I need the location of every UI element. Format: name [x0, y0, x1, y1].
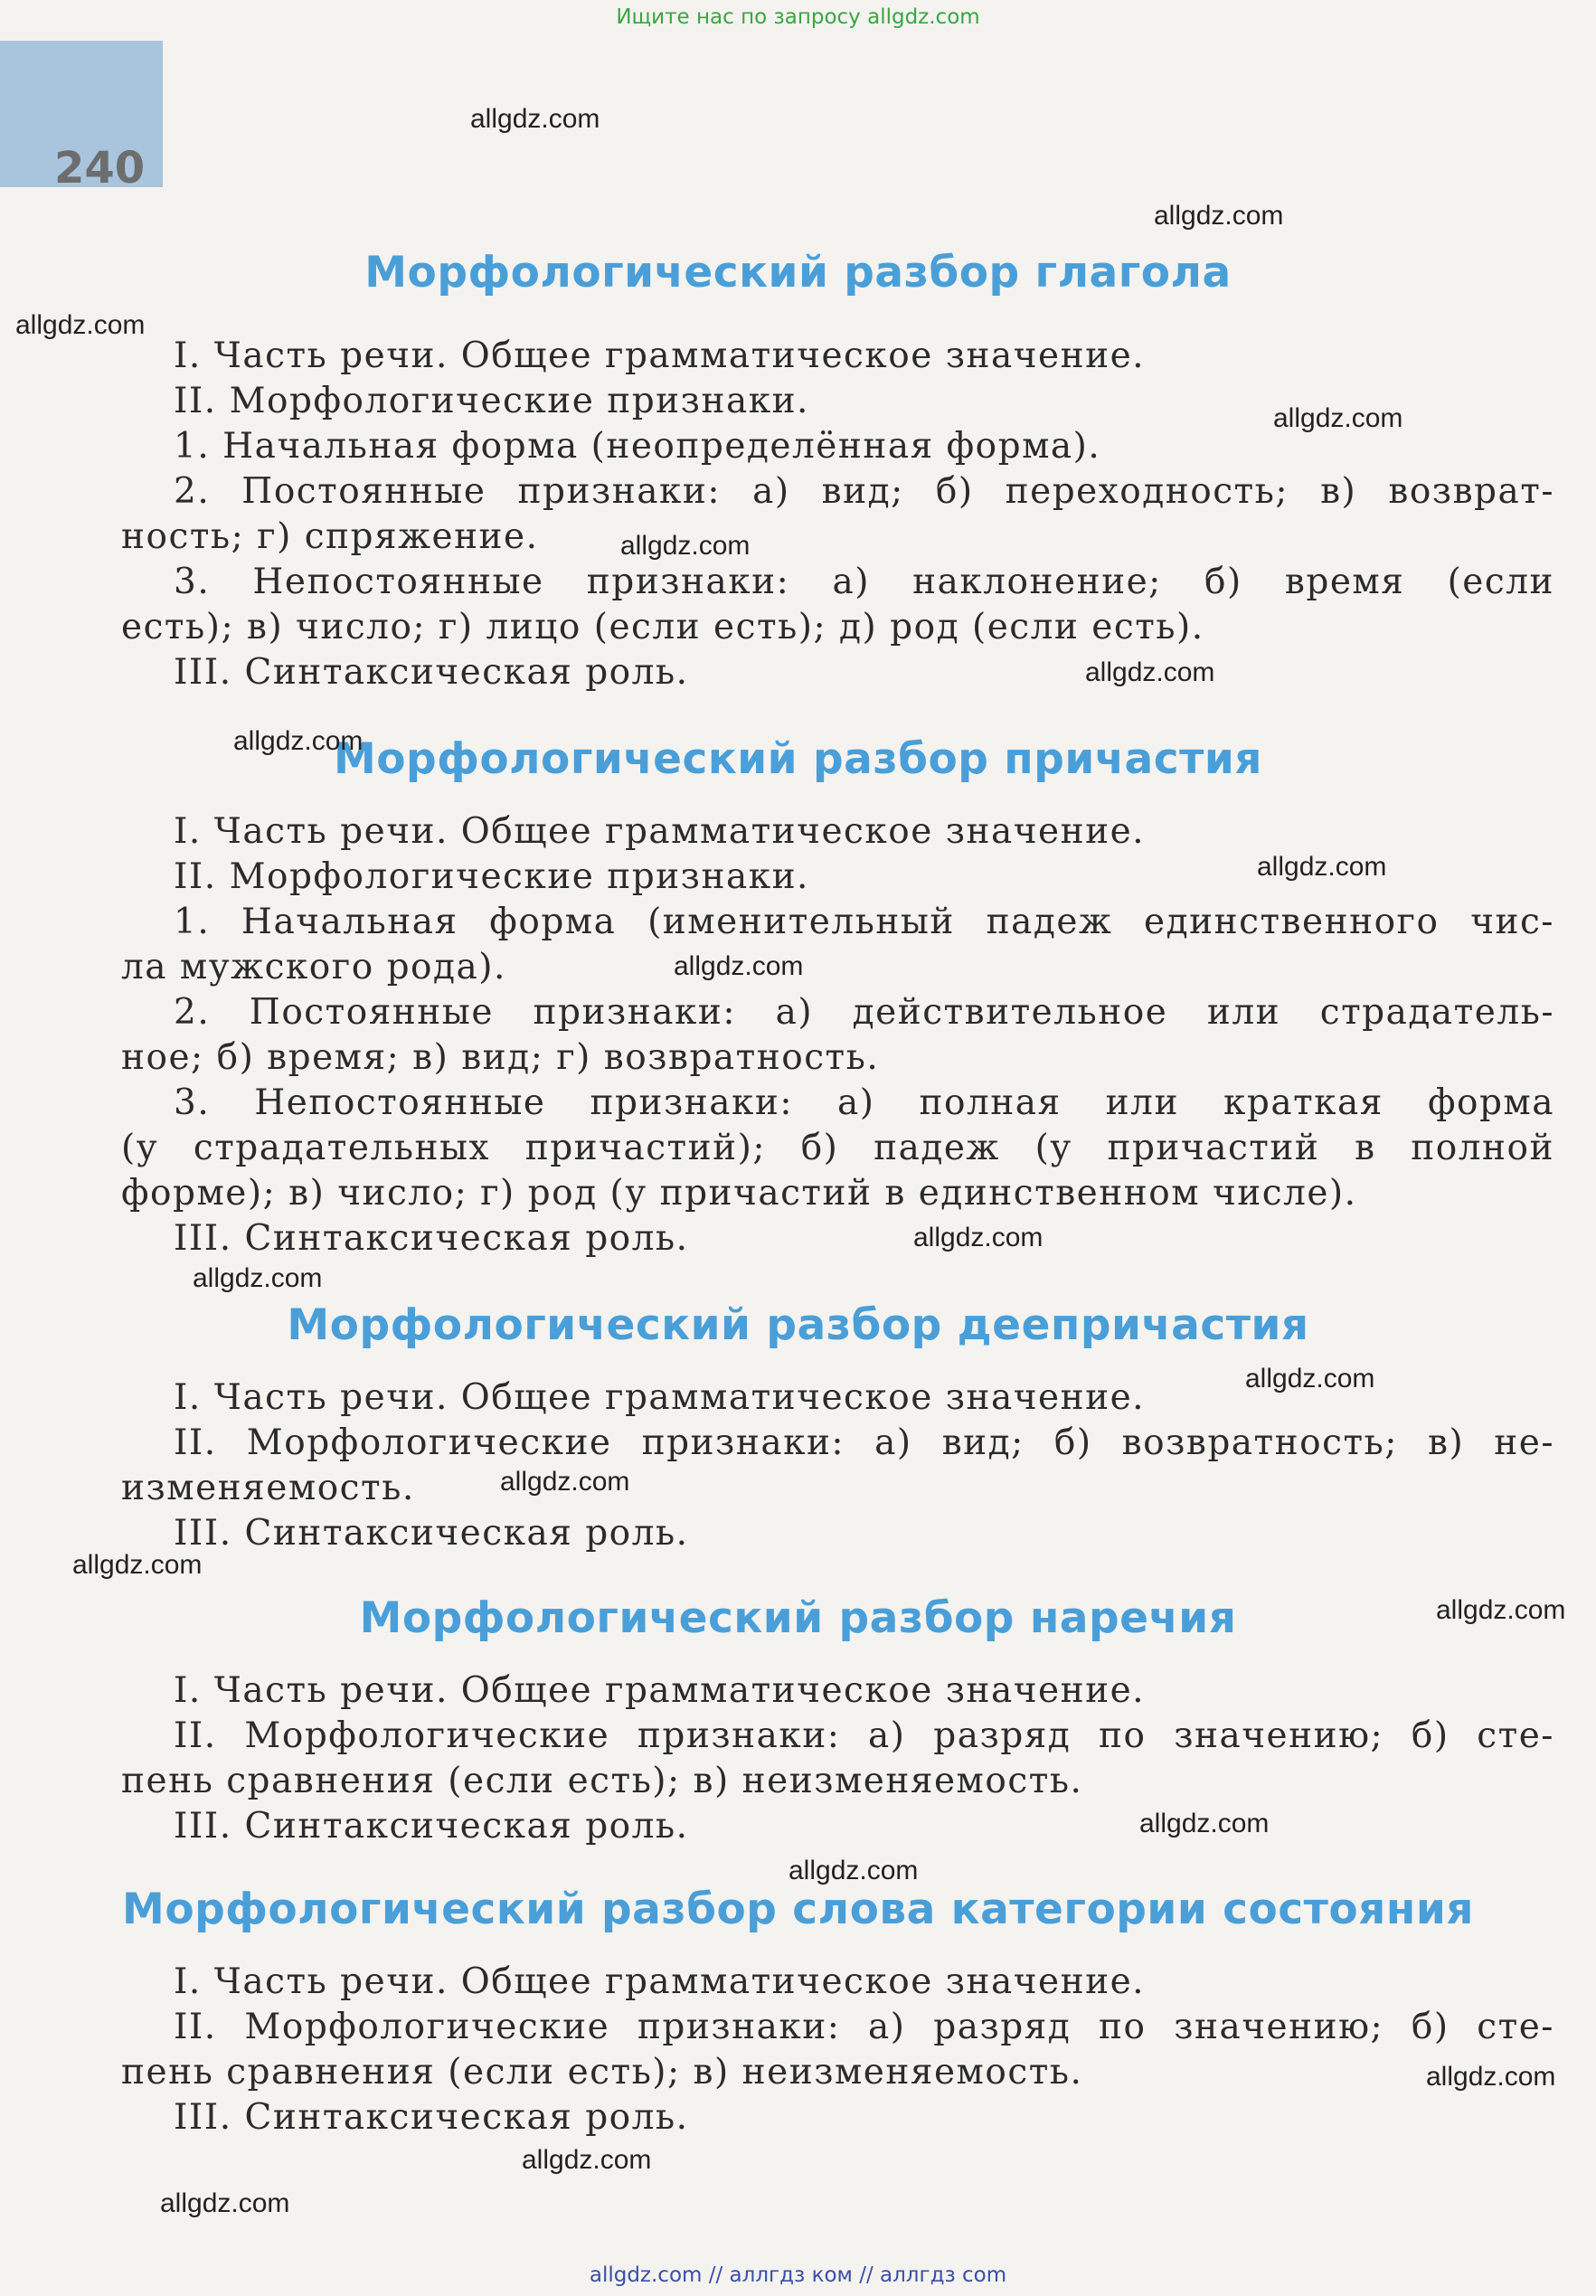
- text-line: II. Морфологические признаки: а) разряд по значению; б) сте-: [174, 1715, 1554, 1756]
- text-line: пень сравнения (если есть); в) неизменяемость.: [121, 1761, 1083, 1801]
- watermark: allgdz.com: [233, 726, 364, 756]
- text-line: III. Синтаксическая роль.: [174, 1806, 689, 1847]
- watermark: allgdz.com: [1436, 1595, 1566, 1625]
- text-line: (у страдательных причастий); б) падеж (у причастий в полной: [121, 1128, 1554, 1168]
- text-line: есть); в) число; г) лицо (если есть); д) род (если есть).: [121, 607, 1204, 647]
- watermark: allgdz.com: [789, 1856, 919, 1885]
- watermark: allgdz.com: [1273, 403, 1403, 433]
- text-line: 2. Постоянные признаки: а) действительное или страдатель-: [174, 992, 1554, 1033]
- section-title-participle: Морфологический разбор причастия: [334, 734, 1262, 784]
- text-line: пень сравнения (если есть); в) неизменяемость.: [121, 2052, 1083, 2093]
- watermark: allgdz.com: [1245, 1364, 1375, 1394]
- watermark: allgdz.com: [500, 1467, 630, 1497]
- watermark: allgdz.com: [1154, 201, 1284, 231]
- text-line: I. Часть речи. Общее грамматическое значение.: [174, 1670, 1146, 1711]
- text-line: III. Синтаксическая роль.: [174, 1513, 689, 1554]
- text-line: I. Часть речи. Общее грамматическое значение.: [174, 1377, 1146, 1418]
- section-title-gerund: Морфологический разбор деепричастия: [287, 1300, 1309, 1350]
- text-line: 1. Начальная форма (неопределённая форма).: [174, 426, 1101, 467]
- text-line: III. Синтаксическая роль.: [174, 652, 689, 693]
- section-title-state-word: Морфологический разбор слова категории состояния: [122, 1885, 1474, 1934]
- text-line: ность; г) спряжение.: [121, 516, 539, 557]
- watermark: allgdz.com: [160, 2188, 290, 2218]
- watermark: allgdz.com: [913, 1223, 1044, 1252]
- watermark: allgdz.com: [620, 531, 751, 561]
- watermark: allgdz.com: [1257, 852, 1387, 882]
- watermark: allgdz.com: [72, 1550, 203, 1580]
- top-banner[interactable]: Ищите нас по запросу allgdz.com: [616, 5, 980, 29]
- watermark: allgdz.com: [522, 2145, 652, 2175]
- watermark: allgdz.com: [1139, 1809, 1270, 1838]
- page-number: 240: [54, 143, 146, 194]
- text-line: 3. Непостоянные признаки: а) наклонение; б) время (если: [174, 562, 1554, 602]
- watermark: allgdz.com: [193, 1263, 323, 1293]
- text-line: 2. Постоянные признаки: а) вид; б) переходность; в) возврат-: [174, 471, 1554, 512]
- text-line: I. Часть речи. Общее грамматическое значение.: [174, 811, 1146, 852]
- text-line: II. Морфологические признаки: а) разряд по значению; б) сте-: [174, 2007, 1554, 2047]
- text-line: 3. Непостоянные признаки: а) полная или краткая форма: [174, 1082, 1554, 1123]
- watermark: allgdz.com: [470, 104, 600, 134]
- watermark: allgdz.com: [674, 951, 804, 981]
- text-line: III. Синтаксическая роль.: [174, 1218, 689, 1259]
- text-line: III. Синтаксическая роль.: [174, 2097, 689, 2138]
- watermark: allgdz.com: [15, 310, 146, 340]
- text-line: II. Морфологические признаки.: [174, 856, 809, 897]
- text-line: II. Морфологические признаки: а) вид; б) возвратность; в) не-: [174, 1422, 1554, 1463]
- text-line: I. Часть речи. Общее грамматическое значение.: [174, 335, 1146, 376]
- text-line: II. Морфологические признаки.: [174, 381, 809, 421]
- text-line: форме); в) число; г) род (у причастий в единственном числе).: [121, 1173, 1357, 1214]
- text-line: ное; б) время; в) вид; г) возвратность.: [121, 1037, 880, 1078]
- bottom-banner[interactable]: allgdz.com // аллгдз ком // аллгдз com: [589, 2263, 1007, 2287]
- text-line: ла мужского рода).: [121, 947, 506, 987]
- text-line: 1. Начальная форма (именительный падеж единственного чис-: [174, 902, 1554, 942]
- text-line: I. Часть речи. Общее грамматическое значение.: [174, 1961, 1146, 2002]
- section-title-verb: Морфологический разбор глагола: [364, 248, 1232, 298]
- text-line: изменяемость.: [121, 1468, 415, 1508]
- watermark: allgdz.com: [1426, 2062, 1556, 2092]
- section-title-adverb: Морфологический разбор наречия: [359, 1593, 1237, 1643]
- watermark: allgdz.com: [1085, 657, 1215, 687]
